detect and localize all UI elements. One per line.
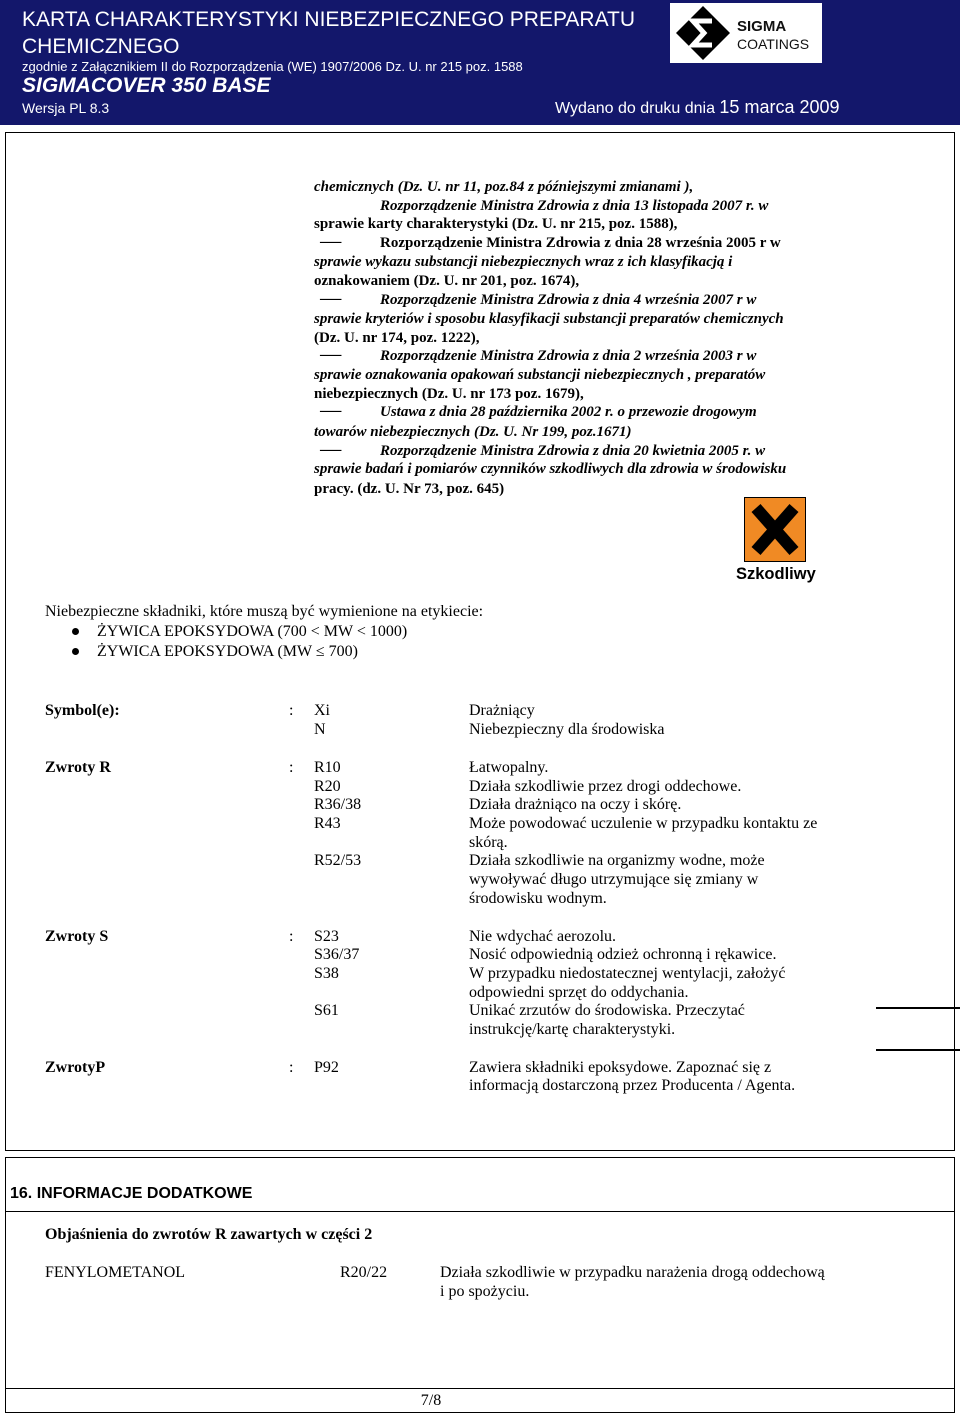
symbols-label: Symbol(e):: [45, 702, 120, 719]
sigma-coatings-diamond-icon: [676, 6, 730, 65]
r-phrase-code: R36/38: [314, 796, 362, 813]
list-dash-marker: ─: [320, 348, 342, 364]
legal-ref-line: oznakowaniem (Dz. U. nr 201, poz. 1674),: [314, 273, 580, 289]
list-dash-marker: ─: [320, 404, 342, 420]
separator: :: [289, 702, 294, 719]
legal-ref-line: sprawie kryteriów i sposobu klasyfikacji substancji preparatów chemicznych: [314, 311, 784, 327]
legal-ref-line: sprawie karty charakterystyki (Dz. U. nr 215, poz. 1588),: [314, 216, 678, 232]
r-phrase-code: R52/53: [314, 852, 362, 869]
r-phrase-text: Działa szkodliwie przez drogi oddechowe.: [469, 778, 742, 795]
s-phrase-code: S23: [314, 928, 339, 945]
r-phrase-text: skórą.: [469, 834, 508, 851]
s-phrases-label: Zwroty S: [45, 928, 109, 945]
s-phrase-text: W przypadku niedostatecznej wentylacji, założyć: [469, 965, 786, 982]
company-logo: [670, 3, 822, 63]
r-phrase-text: Łatwopalny.: [469, 759, 549, 776]
s-phrase-code: S61: [314, 1002, 339, 1019]
legal-ref-line: sprawie badań i pomiarów czynników szkodliwych dla zdrowia w środowisku: [314, 461, 787, 477]
legal-ref-line: towarów niebezpiecznych (Dz. U. Nr 199, poz.1671): [314, 424, 632, 440]
r-phrase-code: R20/22: [340, 1264, 388, 1281]
r-phrase-code: R10: [314, 759, 341, 776]
harmful-x-pictogram-icon: [744, 497, 806, 567]
p-phrase-text: Zawiera składniki epoksydowe. Zapoznać się z: [469, 1059, 772, 1076]
legal-ref-line: Ustawa z dnia 28 października 2002 r. o przewozie drogowym: [380, 404, 757, 420]
logo-text-coatings: COATINGS: [737, 36, 810, 52]
page-number: 7/8: [420, 1392, 442, 1409]
symbol-text: Niebezpieczny dla środowiska: [469, 721, 665, 738]
list-dash-marker: ─: [320, 292, 342, 308]
list-dash-marker: ─: [320, 235, 342, 251]
p-phrases-label: ZwrotyP: [45, 1059, 106, 1076]
s-phrase-code: S36/37: [314, 946, 360, 963]
ingredient-item: ŻYWICA EPOKSYDOWA (MW ≤ 700): [97, 643, 358, 660]
section-heading: 16. INFORMACJE DODATKOWE: [10, 1185, 253, 1202]
product-name: SIGMACOVER 350 BASE: [22, 74, 271, 97]
version-label: Wersja PL 8.3: [22, 100, 110, 116]
separator: :: [289, 759, 294, 776]
legal-ref-line: sprawie wykazu substancji niebezpiecznych wraz z ich klasyfikacją i: [314, 254, 733, 270]
logo-text-sigma: SIGMA: [737, 18, 787, 35]
r-phrase-text: wywoływać długo utrzymujące się zmiany w: [469, 871, 759, 888]
s-phrase-text: Nie wdychać aerozolu.: [469, 928, 617, 945]
ingredient-item: ŻYWICA EPOKSYDOWA (700 < MW < 1000): [97, 623, 408, 640]
list-bullet: [72, 628, 79, 635]
s-phrase-text: instrukcję/kartę charakterystyki.: [469, 1021, 676, 1038]
s-phrase-text: Nosić odpowiednią odzież ochronną i rękawice.: [469, 946, 777, 963]
print-date: 15 marca 2009: [719, 97, 840, 117]
r-phrase-text: środowisku wodnym.: [469, 890, 607, 907]
p-phrase-code: P92: [314, 1059, 339, 1076]
legal-ref-line: Rozporządzenie Ministra Zdrowia z dnia 4 września 2007 r w: [380, 292, 757, 308]
list-bullet: [72, 648, 79, 655]
r-phrases-label: Zwroty R: [45, 759, 111, 776]
substance-name: FENYLOMETANOL: [45, 1264, 186, 1281]
legal-ref-line: (Dz. U. nr 174, poz. 1222),: [314, 330, 480, 346]
legal-ref-line: Rozporządzenie Ministra Zdrowia z dnia 20 kwietnia 2005 r. w: [380, 443, 766, 459]
separator: :: [289, 928, 294, 945]
r-phrase-text: Działa drażniąco na oczy i skórę.: [469, 796, 682, 813]
s-phrase-text: odpowiedni sprzęt do oddychania.: [469, 984, 689, 1001]
r-phrase-code: R20: [314, 778, 341, 795]
footer-frame: [5, 1388, 955, 1413]
list-dash-marker: ─: [320, 443, 342, 459]
p-phrase-text: informacją dostarczoną przez Producenta / Agenta.: [469, 1077, 796, 1094]
legal-ref-line: niebezpiecznych (Dz. U. nr 173 poz. 1679),: [314, 386, 584, 402]
print-date-line: [555, 96, 840, 120]
symbol-code: N: [314, 721, 326, 738]
symbol-code: Xi: [314, 702, 330, 719]
r-phrase-text: Działa szkodliwie w przypadku narażenia drogą oddechową: [440, 1264, 825, 1281]
print-date-label: Wydano do druku dnia: [555, 100, 715, 117]
s-phrase-code: S38: [314, 965, 339, 982]
legal-ref-line: chemicznych (Dz. U. nr 11, poz.84 z późniejszymi zmianami ),: [314, 179, 694, 195]
legal-ref-line: sprawie oznakowania opakowań substancji niebezpiecznych , preparatów: [314, 367, 766, 383]
ingredients-heading: Niebezpieczne składniki, które muszą być wymienione na etykiecie:: [45, 603, 484, 620]
header-title-line2: CHEMICZNEGO: [22, 35, 180, 58]
legal-ref-line: Rozporządzenie Ministra Zdrowia z dnia 13 listopada 2007 r. w: [380, 198, 769, 214]
legal-ref-line: Rozporządzenie Ministra Zdrowia z dnia 2 września 2003 r w: [380, 348, 757, 364]
r-phrase-text: Działa szkodliwie na organizmy wodne, może: [469, 852, 765, 869]
r-phrase-text: Może powodować uczulenie w przypadku kontaktu ze: [469, 815, 818, 832]
legal-ref-line: pracy. (dz. U. Nr 73, poz. 645): [314, 481, 505, 497]
change-bar: [876, 1049, 960, 1051]
document-header: [0, 0, 960, 125]
r-phrase-text: i po spożyciu.: [440, 1283, 530, 1300]
regulation-note: zgodnie z Załącznikiem II do Rozporządzenia (WE) 1907/2006 Dz. U. nr 215 poz. 1588: [22, 59, 523, 74]
separator: :: [289, 1059, 294, 1076]
header-title: KARTA CHARAKTERYSTYKI NIEBEZPIECZNEGO PREPARATU: [22, 8, 636, 31]
symbol-text: Drażniący: [469, 702, 535, 719]
change-bar: [876, 1007, 960, 1009]
r-phrase-code: R43: [314, 815, 341, 832]
hazard-label: Szkodliwy: [736, 565, 816, 583]
section-subheading: Objaśnienia do zwrotów R zawartych w części 2: [45, 1226, 373, 1243]
legal-ref-line: Rozporządzenie Ministra Zdrowia z dnia 28 września 2005 r w: [380, 235, 781, 251]
s-phrase-text: Unikać zrzutów do środowiska. Przeczytać: [469, 1002, 745, 1019]
